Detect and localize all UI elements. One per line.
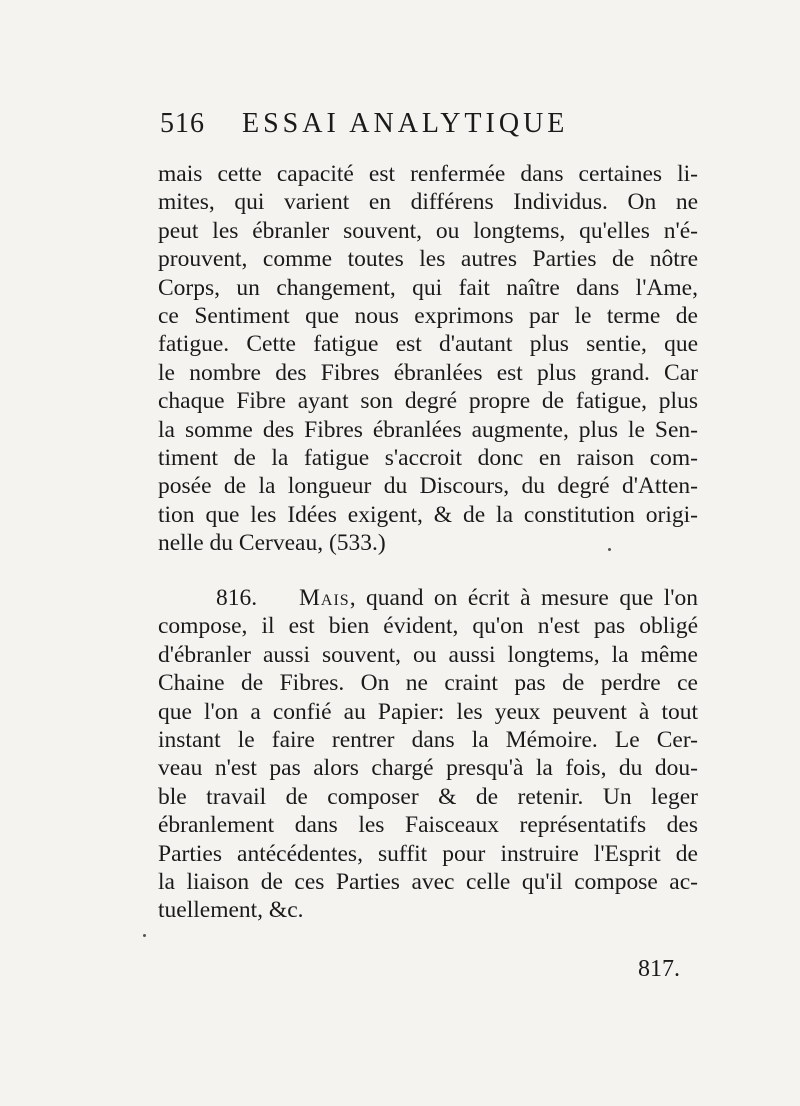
text-line: ble travail de composer & de retenir. Un leger <box>158 783 698 810</box>
text-line-first-rest: , quand on écrit à mesure que l'on <box>349 585 698 611</box>
text-line: compose, il est bien évident, qu'on n'est pas obligé <box>158 613 698 640</box>
text-line: peut les ébranler souvent, ou longtems, qu'elles n'é- <box>158 217 698 244</box>
text-line: d'ébranler aussi souvent, ou aussi longtems, la même <box>158 641 698 668</box>
text-line: nelle du Cerveau, (533.) <box>158 530 386 557</box>
ink-speck <box>608 548 611 551</box>
text-line: la somme des Fibres ébranlées augmente, plus le Sen- <box>158 416 698 443</box>
paragraph-number: 816. <box>216 585 258 611</box>
text-line: mites, qui varient en différens Individus. On ne <box>158 189 698 216</box>
text-line: prouvent, comme toutes les autres Parties de nôtre <box>158 246 698 273</box>
page-number: 516 <box>160 108 205 139</box>
text-line: ce Sentiment que nous exprimons par le terme de <box>158 303 698 330</box>
text-line: le nombre des Fibres ébranlées est plus grand. Car <box>158 359 698 386</box>
paragraph-815-continuation <box>158 160 698 558</box>
ink-speck <box>143 934 146 937</box>
text-line: instant le faire rentrer dans la Mémoire. Le Cer- <box>158 727 698 754</box>
text-line: que l'on a confié au Papier: les yeux peuvent à tout <box>158 698 698 725</box>
text-line: tuellement, &c. <box>158 897 304 924</box>
text-line: Chaine de Fibres. On ne craint pas de perdre ce <box>158 670 698 697</box>
text-line: ébranlement dans les Faisceaux représentatifs des <box>158 812 698 839</box>
text-line: mais cette capacité est renfermée dans certaines li- <box>158 161 698 187</box>
text-line: Corps, un changement, qui fait naître dans l'Ame, <box>158 274 698 301</box>
text-line: fatigue. Cette fatigue est d'autant plus sentie, que <box>158 331 698 358</box>
paragraph-lead-word: Mais <box>299 585 350 611</box>
text-line: posée de la longueur du Discours, du degré d'Atten- <box>158 473 698 500</box>
text-line: la liaison de ces Parties avec celle qu'il compose ac- <box>158 869 698 896</box>
text-line: timent de la fatigue s'accroit donc en raison com- <box>158 445 698 472</box>
text-line: tion que les Idées exigent, & de la constitution origi- <box>158 501 698 528</box>
text-line: veau n'est pas alors chargé presqu'à la fois, du dou- <box>158 755 698 782</box>
paragraph-816 <box>158 584 698 925</box>
running-head <box>160 108 630 140</box>
text-line: Parties antécédentes, suffit pour instruire l'Esprit de <box>158 840 698 867</box>
text-line-first <box>158 584 698 612</box>
running-title: ESSAI ANALYTIQUE <box>242 108 569 139</box>
catchword: 817. <box>638 956 680 982</box>
text-line: chaque Fibre ayant son degré propre de fatigue, plus <box>158 388 698 415</box>
